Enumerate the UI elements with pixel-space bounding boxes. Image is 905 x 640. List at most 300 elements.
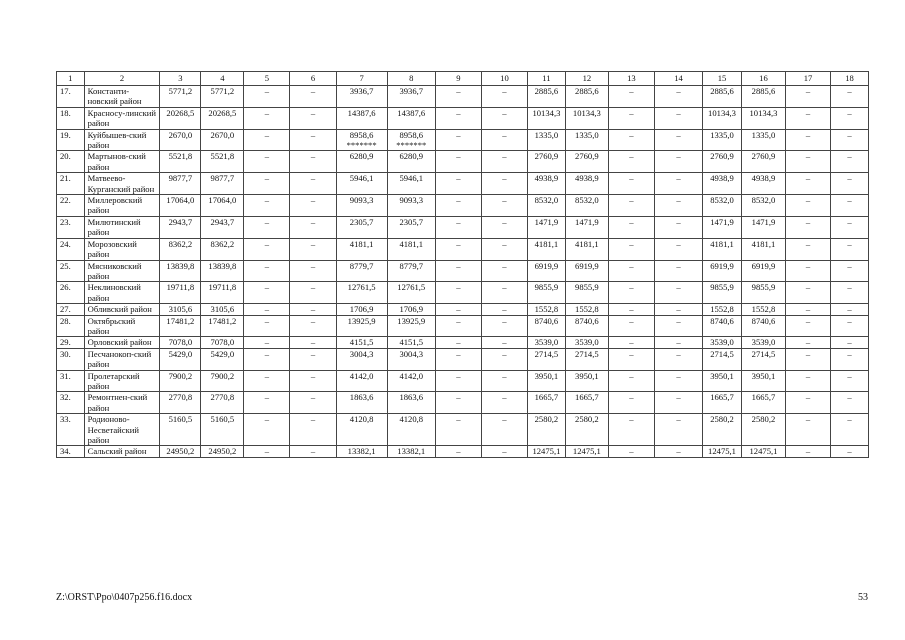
value-cell: – [654,195,702,217]
district-name: Песчанокоп-ский район [84,348,160,370]
value-cell: 8740,6 [703,315,742,337]
value-cell: 1335,0 [565,129,608,151]
value-cell: 4120,8 [387,414,435,446]
table-row [57,151,869,173]
data-table [56,71,869,458]
value-cell: 7900,2 [160,370,201,392]
value-cell: 2714,5 [565,348,608,370]
value-cell: – [608,260,654,282]
column-header: 18 [831,72,869,86]
value-cell: 5521,8 [160,151,201,173]
value-cell: 9855,9 [703,282,742,304]
district-name: Октябрьский район [84,315,160,337]
value-cell: – [608,304,654,315]
value-cell: – [435,260,481,282]
value-cell: – [435,151,481,173]
row-number: 30. [57,348,85,370]
value-cell: – [435,337,481,348]
value-cell: 1552,8 [565,304,608,315]
value-cell: – [290,195,336,217]
table-row [57,315,869,337]
value-cell: – [654,129,702,151]
value-cell: – [290,414,336,446]
value-cell: 2943,7 [201,216,244,238]
value-cell: 4181,1 [565,238,608,260]
column-header: 8 [387,72,435,86]
value-cell: – [654,216,702,238]
value-cell: 4181,1 [527,238,565,260]
value-cell: – [608,238,654,260]
value-cell: – [290,238,336,260]
value-cell: – [608,446,654,457]
value-cell: 6919,9 [741,260,785,282]
district-name: Мартынов-ский район [84,151,160,173]
value-cell: – [654,173,702,195]
value-cell: – [831,86,869,108]
value-cell: 8740,6 [565,315,608,337]
value-cell: 5771,2 [160,86,201,108]
value-cell: – [481,151,527,173]
table-row [57,86,869,108]
value-cell: 4142,0 [336,370,387,392]
value-cell: 4938,9 [527,173,565,195]
value-cell: 3539,0 [703,337,742,348]
value-cell: 4151,5 [336,337,387,348]
value-cell: – [831,315,869,337]
value-cell: 8532,0 [703,195,742,217]
value-cell: – [608,173,654,195]
value-cell: – [481,446,527,457]
district-name: Константи-новский район [84,86,160,108]
value-cell: 7900,2 [201,370,244,392]
value-cell: – [785,414,830,446]
value-cell: 3950,1 [565,370,608,392]
value-cell: 13382,1 [387,446,435,457]
table-row [57,129,869,151]
value-cell: 2670,0 [160,129,201,151]
district-name: Ремонтнен-ский район [84,392,160,414]
value-cell: 17064,0 [201,195,244,217]
value-cell: 3950,1 [741,370,785,392]
value-cell: – [290,107,336,129]
value-cell: – [831,151,869,173]
value-cell: 5160,5 [201,414,244,446]
value-cell: 2885,6 [565,86,608,108]
value-cell: – [785,173,830,195]
value-cell: – [608,315,654,337]
value-cell: – [244,107,290,129]
value-cell: – [481,337,527,348]
value-cell: – [608,151,654,173]
value-cell: – [435,129,481,151]
value-cell: 4181,1 [741,238,785,260]
value-cell: – [654,282,702,304]
table-row [57,348,869,370]
column-header: 13 [608,72,654,86]
value-cell: – [785,216,830,238]
value-cell: – [831,238,869,260]
value-cell: – [785,337,830,348]
row-number: 34. [57,446,85,457]
value-cell: 4938,9 [703,173,742,195]
value-cell: 10134,3 [703,107,742,129]
value-cell: 10134,3 [741,107,785,129]
value-cell: – [654,370,702,392]
value-cell: – [608,216,654,238]
value-cell: 1471,9 [703,216,742,238]
value-cell: – [290,260,336,282]
table-row [57,337,869,348]
value-cell: – [244,216,290,238]
value-cell: 5160,5 [160,414,201,446]
value-cell: 1471,9 [527,216,565,238]
row-number: 24. [57,238,85,260]
value-cell: 9855,9 [565,282,608,304]
row-number: 28. [57,315,85,337]
value-cell: 9855,9 [527,282,565,304]
column-header: 17 [785,72,830,86]
value-cell: – [785,446,830,457]
value-cell: – [831,337,869,348]
value-cell: – [290,216,336,238]
value-cell: – [244,151,290,173]
column-header: 9 [435,72,481,86]
value-cell: 14387,6 [387,107,435,129]
file-path: Z:\ORST\Ppo\0407p256.f16.docx [56,592,193,603]
value-cell: 5429,0 [160,348,201,370]
value-cell: 12475,1 [565,446,608,457]
row-number: 33. [57,414,85,446]
value-cell: – [831,173,869,195]
value-cell: – [290,86,336,108]
column-header: 4 [201,72,244,86]
value-cell: – [290,129,336,151]
value-cell: – [244,370,290,392]
value-cell: – [290,315,336,337]
value-cell: – [435,392,481,414]
value-cell: – [290,282,336,304]
value-cell: 10134,3 [565,107,608,129]
value-cell: 8532,0 [741,195,785,217]
value-cell: – [654,260,702,282]
value-cell: – [654,304,702,315]
value-cell: – [435,414,481,446]
value-cell: – [290,337,336,348]
value-cell: – [608,348,654,370]
value-cell: 2580,2 [565,414,608,446]
value-cell: – [244,129,290,151]
value-cell: – [435,446,481,457]
value-cell: 1706,9 [336,304,387,315]
value-cell: – [481,107,527,129]
value-cell: 12761,5 [336,282,387,304]
value-cell: – [831,370,869,392]
column-header: 2 [84,72,160,86]
value-cell: 8779,7 [387,260,435,282]
value-cell: – [831,129,869,151]
district-name: Милютинский район [84,216,160,238]
value-cell: 2885,6 [741,86,785,108]
value-cell: – [244,173,290,195]
value-cell: 12761,5 [387,282,435,304]
value-cell: 13382,1 [336,446,387,457]
value-cell: – [244,348,290,370]
value-cell: – [608,129,654,151]
district-name: Куйбышев-ский район [84,129,160,151]
column-header: 5 [244,72,290,86]
value-cell: 1335,0 [527,129,565,151]
value-cell: 5946,1 [336,173,387,195]
value-cell: 4181,1 [703,238,742,260]
value-cell: 12475,1 [527,446,565,457]
value-cell: 8740,6 [741,315,785,337]
value-cell: – [481,315,527,337]
table-row [57,370,869,392]
value-cell: – [290,392,336,414]
value-cell: – [785,195,830,217]
value-cell: – [654,238,702,260]
value-cell: – [654,151,702,173]
value-cell: 1863,6 [387,392,435,414]
value-cell: – [244,238,290,260]
value-cell: 8740,6 [527,315,565,337]
value-cell: – [244,304,290,315]
value-cell: – [785,129,830,151]
table-row [57,238,869,260]
value-cell: 6919,9 [565,260,608,282]
value-cell: 7078,0 [160,337,201,348]
value-cell: – [608,337,654,348]
value-cell: – [244,260,290,282]
value-cell: – [608,107,654,129]
value-cell: – [785,260,830,282]
value-cell: 1335,0 [741,129,785,151]
value-cell: 3004,3 [387,348,435,370]
value-cell: 2305,7 [387,216,435,238]
value-cell: 2670,0 [201,129,244,151]
district-name: Матвеево-Курганский район [84,173,160,195]
value-cell: 1665,7 [527,392,565,414]
value-cell: 1665,7 [565,392,608,414]
value-cell: – [290,370,336,392]
value-cell: 3936,7 [336,86,387,108]
table-row [57,392,869,414]
value-cell: 1665,7 [703,392,742,414]
value-cell: – [831,216,869,238]
value-cell: – [435,348,481,370]
header-row [57,72,869,86]
value-cell: – [654,315,702,337]
value-cell: – [785,151,830,173]
value-cell: – [831,414,869,446]
value-cell: 12475,1 [741,446,785,457]
value-cell: – [654,446,702,457]
district-name: Миллеровский район [84,195,160,217]
value-cell: 1552,8 [741,304,785,315]
value-cell: – [831,304,869,315]
column-header: 16 [741,72,785,86]
district-name: Обливский район [84,304,160,315]
value-cell: – [654,392,702,414]
value-cell: 17481,2 [201,315,244,337]
value-cell: – [481,173,527,195]
value-cell: 1665,7 [741,392,785,414]
value-cell: 17481,2 [160,315,201,337]
column-header: 1 [57,72,85,86]
value-cell: 13839,8 [201,260,244,282]
value-cell: – [481,370,527,392]
column-header: 6 [290,72,336,86]
column-header: 10 [481,72,527,86]
value-cell: – [608,195,654,217]
column-header: 11 [527,72,565,86]
value-cell: – [244,195,290,217]
value-cell: – [785,392,830,414]
value-cell: 8532,0 [565,195,608,217]
value-cell: 20268,5 [201,107,244,129]
value-cell: – [831,282,869,304]
value-cell: – [654,348,702,370]
value-cell: 2580,2 [703,414,742,446]
value-cell: – [244,315,290,337]
value-cell: 2714,5 [741,348,785,370]
value-cell: 12475,1 [703,446,742,457]
table-row [57,304,869,315]
row-number: 20. [57,151,85,173]
table-row [57,260,869,282]
value-cell: – [244,446,290,457]
table-row [57,216,869,238]
value-cell: 5771,2 [201,86,244,108]
value-cell: 6280,9 [336,151,387,173]
value-cell: 13925,9 [387,315,435,337]
value-cell: 6919,9 [703,260,742,282]
value-cell: 24950,2 [160,446,201,457]
value-cell: 1335,0 [703,129,742,151]
value-cell: – [608,370,654,392]
value-cell: 1471,9 [565,216,608,238]
value-cell: – [831,348,869,370]
value-cell: 3105,6 [160,304,201,315]
value-cell: – [481,348,527,370]
value-cell: 4151,5 [387,337,435,348]
value-cell: – [785,348,830,370]
value-cell: – [435,173,481,195]
value-cell: 17064,0 [160,195,201,217]
value-cell: 10134,3 [527,107,565,129]
value-cell: 4938,9 [741,173,785,195]
value-cell: 3539,0 [527,337,565,348]
value-cell: 9877,7 [160,173,201,195]
value-cell: – [244,282,290,304]
value-cell: – [435,315,481,337]
value-cell: – [785,238,830,260]
value-cell: 8958,6 ******* [387,129,435,151]
value-cell: 2580,2 [741,414,785,446]
value-cell: – [290,446,336,457]
value-cell: – [290,173,336,195]
value-cell: – [290,348,336,370]
value-cell: – [244,392,290,414]
value-cell: – [785,370,830,392]
value-cell: – [831,107,869,129]
row-number: 31. [57,370,85,392]
value-cell: – [608,414,654,446]
value-cell: 1552,8 [703,304,742,315]
value-cell: 8779,7 [336,260,387,282]
value-cell: – [435,107,481,129]
column-header: 14 [654,72,702,86]
table-row [57,282,869,304]
table-row [57,414,869,446]
value-cell: – [831,446,869,457]
value-cell: – [831,260,869,282]
value-cell: – [831,392,869,414]
value-cell: – [654,86,702,108]
value-cell: 6919,9 [527,260,565,282]
value-cell: – [290,304,336,315]
value-cell: 8362,2 [160,238,201,260]
value-cell: – [481,392,527,414]
row-number: 21. [57,173,85,195]
value-cell: 9093,3 [336,195,387,217]
value-cell: – [435,304,481,315]
value-cell: 4181,1 [336,238,387,260]
value-cell: 4938,9 [565,173,608,195]
value-cell: 2770,8 [160,392,201,414]
value-cell: 14387,6 [336,107,387,129]
value-cell: 1471,9 [741,216,785,238]
value-cell: – [435,216,481,238]
table-row [57,173,869,195]
value-cell: – [290,151,336,173]
value-cell: 8958,6 ******* [336,129,387,151]
value-cell: – [481,195,527,217]
value-cell: – [785,107,830,129]
value-cell: – [481,216,527,238]
district-name: Красносу-линский район [84,107,160,129]
value-cell: – [481,414,527,446]
district-name: Мясниковский район [84,260,160,282]
value-cell: 2760,9 [703,151,742,173]
value-cell: – [435,238,481,260]
value-cell: 24950,2 [201,446,244,457]
value-cell: – [244,337,290,348]
value-cell: – [481,129,527,151]
value-cell: – [435,195,481,217]
table-row [57,446,869,457]
value-cell: – [435,282,481,304]
value-cell: – [481,282,527,304]
column-header: 15 [703,72,742,86]
value-cell: 3105,6 [201,304,244,315]
value-cell: – [481,238,527,260]
value-cell: – [785,304,830,315]
value-cell: 2714,5 [703,348,742,370]
value-cell: – [481,260,527,282]
value-cell: – [608,392,654,414]
value-cell: 3936,7 [387,86,435,108]
value-cell: 2305,7 [336,216,387,238]
page-number: 53 [858,592,868,603]
table-row [57,107,869,129]
value-cell: – [785,282,830,304]
value-cell: 20268,5 [160,107,201,129]
value-cell: 4120,8 [336,414,387,446]
column-header: 3 [160,72,201,86]
value-cell: 19711,8 [201,282,244,304]
district-name: Пролетарский район [84,370,160,392]
